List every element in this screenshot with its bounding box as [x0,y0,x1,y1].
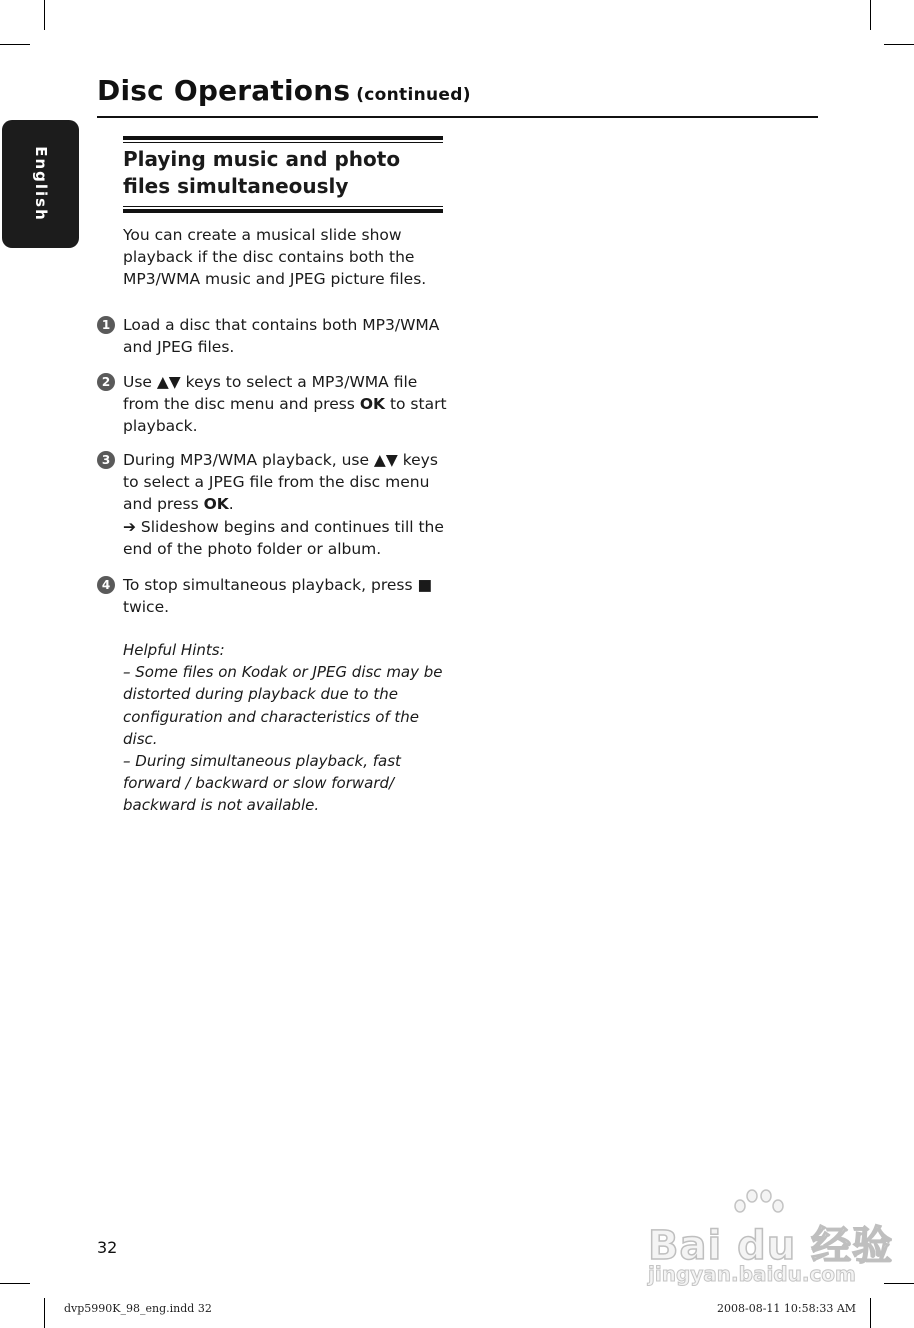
step-text-part: During MP3/WMA playback, use ▲▼ keys to select a JPEG file from the disc menu and press [123,451,438,514]
ok-key-label: OK [359,395,386,414]
helpful-hints [123,639,453,817]
language-tab [2,120,79,248]
watermark-url: jingyan.baidu.com [648,1262,856,1286]
section-rule-top-thick [123,136,443,140]
step-text [123,449,455,560]
file-slug: dvp5990K_98_eng.indd 32 [64,1302,212,1315]
timestamp-slug: 2008-08-11 10:58:33 AM [717,1302,857,1315]
step-text: To stop simultaneous playback, press ■ twice. [123,576,433,617]
paw-icon [728,1186,788,1226]
step-text-part: Use ▲▼ keys to select a MP3/WMA file from the disc menu and press [123,373,418,414]
section-rule-top-thin [123,142,443,143]
crop-mark [0,1283,30,1284]
hint-item: – Some files on Kodak or JPEG disc may be distorted during playback due to the configuration and characteristics of the disc. [123,663,443,748]
crop-mark [884,44,914,45]
step-result: ➔ Slideshow begins and continues till the end of the photo folder or album. [123,517,444,558]
ok-key-label: OK [203,495,229,514]
section-rule-bottom-thick [123,209,443,213]
crop-mark [0,44,30,45]
step-text-part: . [228,495,234,514]
section-title: Playing music and photo files simultaneously [123,147,401,198]
step-number: 1 [97,316,115,334]
step-number: 3 [97,451,115,469]
crop-mark [870,0,871,30]
step-number: 2 [97,373,115,391]
page-title-text: Disc Operations [97,74,351,107]
section-rule-bottom-thin [123,206,443,207]
crop-mark [44,1298,45,1328]
page-number: 32 [97,1238,118,1257]
watermark-logo-text: Bai du 经验 [648,1223,894,1269]
step-text [123,371,455,438]
baidu-watermark [648,1186,894,1294]
crop-mark [870,1298,871,1328]
title-underline [97,116,818,118]
step-number: 4 [97,576,115,594]
section-intro: You can create a musical slide show playback if the disc contains both the MP3/WMA music and JPEG picture files. [123,226,427,289]
step-text: Load a disc that contains both MP3/WMA and JPEG files. [123,316,440,357]
page-title [97,74,471,107]
hints-heading: Helpful Hints: [123,641,225,659]
crop-mark [884,1283,914,1284]
page-title-suffix: (continued) [356,85,471,105]
step-text-part: to start playback. [123,395,447,436]
hint-item: – During simultaneous playback, fast forward / backward or slow forward/ backward is not available. [123,752,401,815]
crop-mark [44,0,45,30]
language-tab-label: English [31,146,50,222]
